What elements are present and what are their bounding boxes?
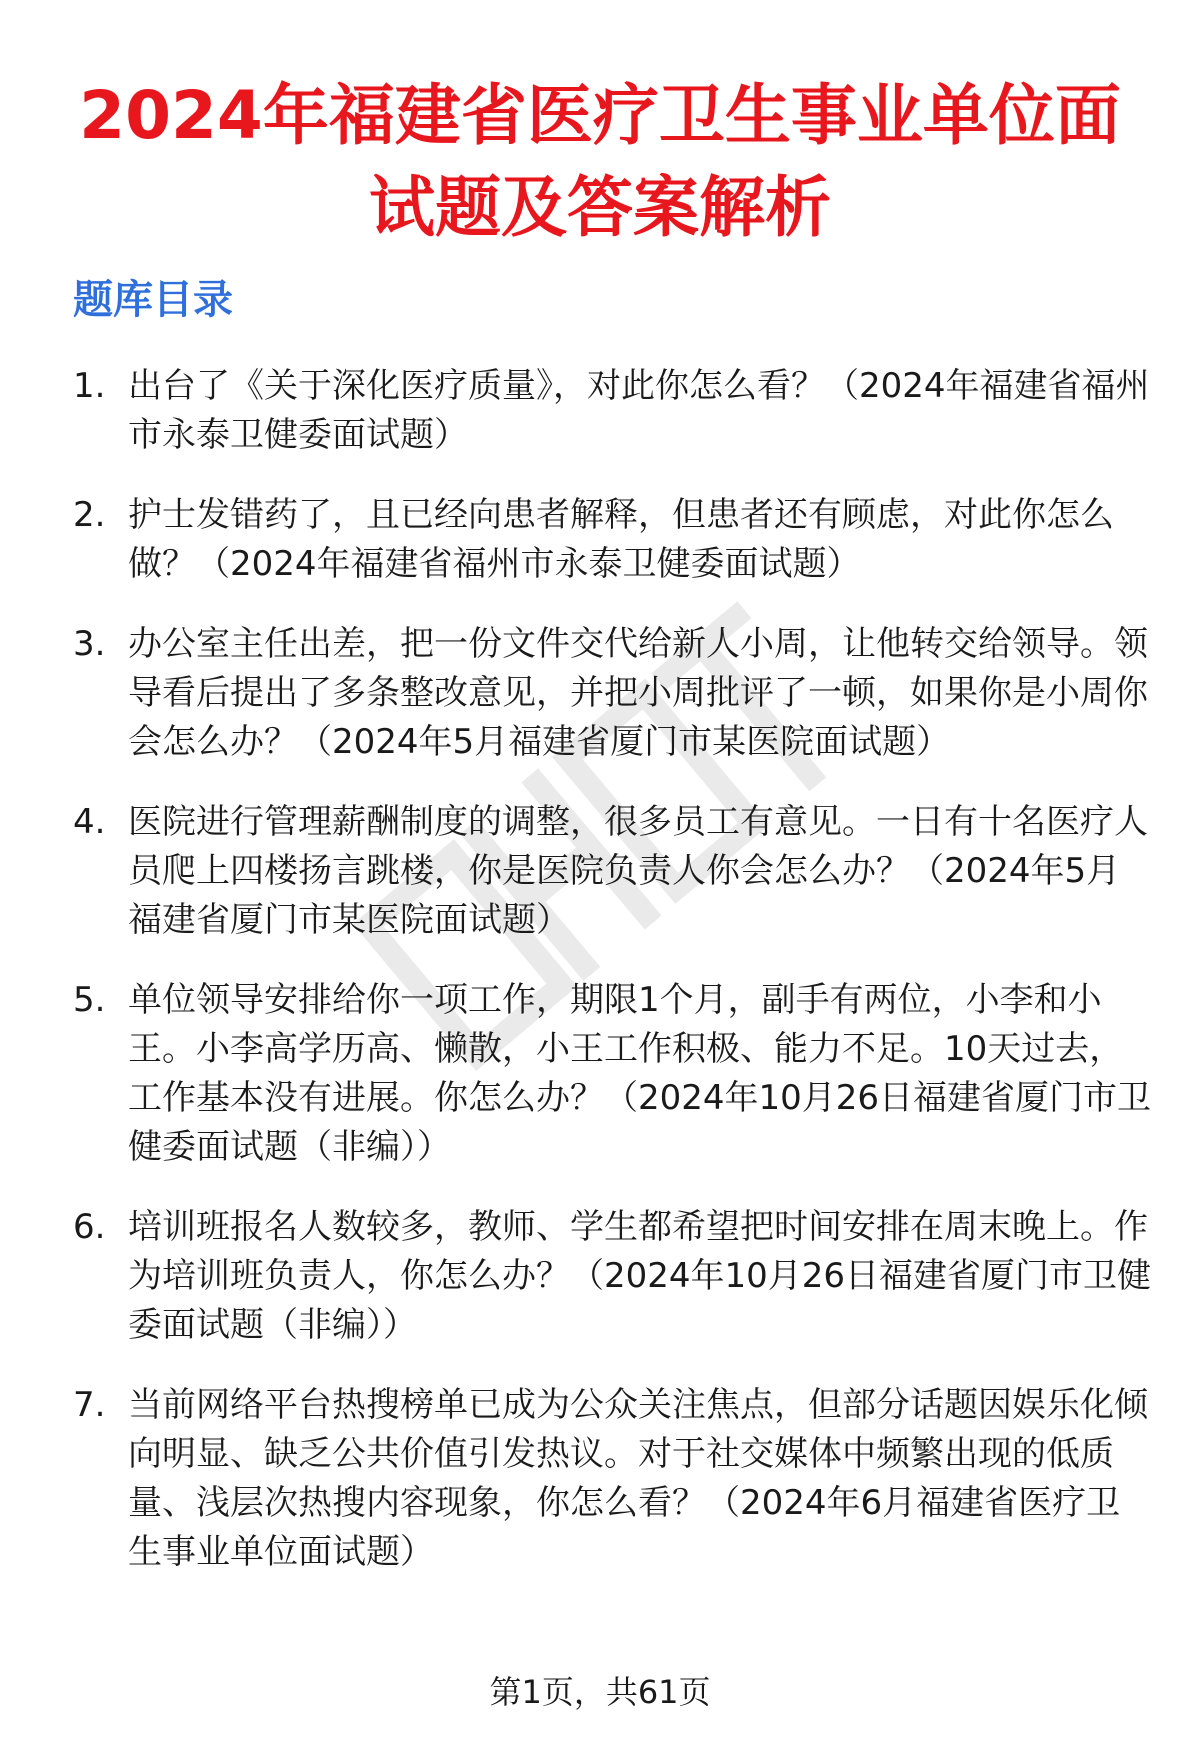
question-item [73, 1203, 1153, 1350]
question-number: 2. [73, 495, 106, 535]
question-item [73, 976, 1153, 1172]
question-item [73, 491, 1153, 589]
title-line-1: 2024年福建省医疗卫生事业单位面 [79, 77, 1121, 154]
question-text: 当前网络平台热搜榜单已成为公众关注焦点，但部分话题因娱乐化倾向明显、缺乏公共价值引发热议。对于社交媒体中频繁出现的低质量、浅层次热搜内容现象，你怎么看？（2024年6月福建省医疗卫生事业单位面试题） [128, 1385, 1148, 1572]
question-item [73, 1381, 1153, 1577]
question-number: 7. [73, 1385, 106, 1425]
question-text: 护士发错药了，且已经向患者解释，但患者还有顾虑，对此你怎么做？（2024年福建省福州市永泰卫健委面试题） [128, 495, 1114, 584]
question-text: 单位领导安排给你一项工作，期限1个月，副手有两位，小李和小王。小李高学历高、懒散，小王工作积极、能力不足。10天过去，工作基本没有进展。你怎么办？（2024年10月26日福建省厦门市卫健委面试题（非编）） [128, 980, 1152, 1167]
page-number-footer: 第1页，共61页 [489, 1673, 711, 1711]
question-item [73, 798, 1153, 945]
section-heading: 题库目录 [73, 277, 233, 323]
question-number: 4. [73, 802, 106, 842]
question-text: 医院进行管理薪酬制度的调整，很多员工有意见。一日有十名医疗人员爬上四楼扬言跳楼，你是医院负责人你会怎么办？（2024年5月福建省厦门市某医院面试题） [128, 802, 1148, 940]
question-list [73, 362, 1153, 1608]
question-item [73, 620, 1153, 767]
question-text: 出台了《关于深化医疗质量》，对此你怎么看？（2024年福建省福州市永泰卫健委面试题） [128, 366, 1150, 455]
question-number: 6. [73, 1207, 106, 1247]
question-text: 办公室主任出差，把一份文件交代给新人小周，让他转交给领导。领导看后提出了多条整改意见，并把小周批评了一顿，如果你是小周你会怎么办？（2024年5月福建省厦门市某医院面试题） [128, 624, 1148, 762]
document-title [0, 70, 1200, 254]
question-number: 3. [73, 624, 106, 664]
title-line-2: 试题及答案解析 [369, 169, 831, 246]
question-text: 培训班报名人数较多，教师、学生都希望把时间安排在周末晚上。作为培训班负责人，你怎么办？（2024年10月26日福建省厦门市卫健委面试题（非编）） [128, 1207, 1152, 1345]
question-item [73, 362, 1153, 460]
question-number: 5. [73, 980, 106, 1020]
question-number: 1. [73, 366, 106, 406]
